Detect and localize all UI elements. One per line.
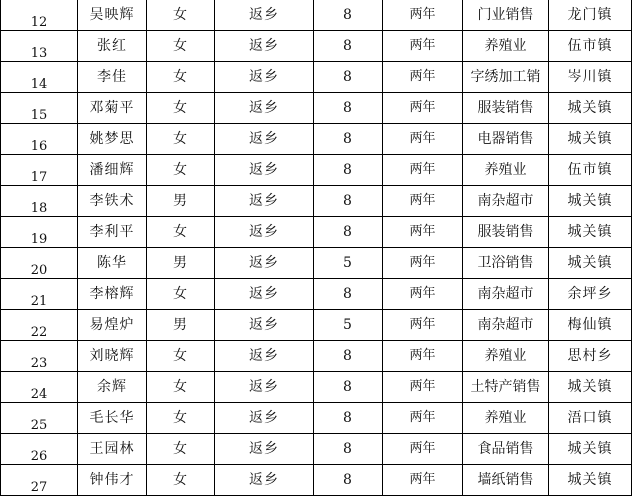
amount-cell: 8: [314, 31, 383, 62]
gender-cell: 男: [147, 248, 215, 279]
person-name-cell: 张红: [78, 31, 147, 62]
entrepreneur-type-cell: 返乡: [215, 0, 314, 31]
entrepreneur-type-cell: 返乡: [215, 217, 314, 248]
term-cell: 两年: [383, 434, 463, 465]
person-name-cell: 易煌炉: [78, 310, 147, 341]
person-name-cell: 吴映辉: [78, 0, 147, 31]
township-cell: 伍市镇: [549, 31, 632, 62]
gender-cell: 女: [147, 434, 215, 465]
township-cell: 城关镇: [549, 93, 632, 124]
entrepreneur-type-cell: 返乡: [215, 279, 314, 310]
table-row: [1, 372, 632, 403]
person-name-cell: 陈华: [78, 248, 147, 279]
row-number-text: 15: [30, 108, 48, 123]
table-row: [1, 124, 632, 155]
entrepreneur-type-cell: 返乡: [215, 372, 314, 403]
term-cell: 两年: [383, 248, 463, 279]
township-cell: 梅仙镇: [549, 310, 632, 341]
industry-cell: 土特产销售: [463, 372, 549, 403]
row-number-cell: [1, 465, 78, 496]
industry-cell: 墙纸销售: [463, 465, 549, 496]
row-number-text: 12: [30, 15, 48, 30]
table-row: [1, 248, 632, 279]
amount-cell: 8: [314, 93, 383, 124]
table-row: [1, 62, 632, 93]
person-name-cell: 毛长华: [78, 403, 147, 434]
gender-cell: 女: [147, 0, 215, 31]
township-cell: 浯口镇: [549, 403, 632, 434]
industry-cell: 养殖业: [463, 341, 549, 372]
row-number-text: 13: [30, 46, 48, 61]
amount-cell: 5: [314, 310, 383, 341]
person-name-cell: 李利平: [78, 217, 147, 248]
entrepreneur-type-cell: 返乡: [215, 341, 314, 372]
row-number-cell: [1, 310, 78, 341]
person-name-cell: 王园林: [78, 434, 147, 465]
amount-cell: 8: [314, 0, 383, 31]
entrepreneur-type-cell: 返乡: [215, 93, 314, 124]
table-row: [1, 217, 632, 248]
amount-cell: 8: [314, 372, 383, 403]
gender-cell: 女: [147, 93, 215, 124]
amount-cell: 8: [314, 403, 383, 434]
entrepreneur-type-cell: 返乡: [215, 310, 314, 341]
person-name-cell: 李榕辉: [78, 279, 147, 310]
person-name-cell: 李佳: [78, 62, 147, 93]
township-cell: 城关镇: [549, 124, 632, 155]
row-number-cell: [1, 93, 78, 124]
table-row: [1, 310, 632, 341]
township-cell: 城关镇: [549, 434, 632, 465]
row-number-text: 25: [30, 418, 48, 433]
table-row: [1, 0, 632, 31]
gender-cell: 女: [147, 403, 215, 434]
amount-cell: 8: [314, 155, 383, 186]
entrepreneur-type-cell: 返乡: [215, 403, 314, 434]
row-number-cell: [1, 124, 78, 155]
term-cell: 两年: [383, 310, 463, 341]
row-number-text: 20: [30, 263, 48, 278]
township-cell: 思村乡: [549, 341, 632, 372]
industry-cell: 字绣加工销: [463, 62, 549, 93]
gender-cell: 女: [147, 124, 215, 155]
term-cell: 两年: [383, 31, 463, 62]
row-number-text: 26: [30, 449, 48, 464]
township-cell: 城关镇: [549, 186, 632, 217]
term-cell: 两年: [383, 155, 463, 186]
amount-cell: 5: [314, 248, 383, 279]
person-name-cell: 李铁术: [78, 186, 147, 217]
row-number-cell: [1, 403, 78, 434]
amount-cell: 8: [314, 124, 383, 155]
amount-cell: 8: [314, 186, 383, 217]
term-cell: 两年: [383, 341, 463, 372]
gender-cell: 女: [147, 372, 215, 403]
row-number-text: 21: [30, 294, 48, 309]
term-cell: 两年: [383, 403, 463, 434]
industry-cell: 南杂超市: [463, 279, 549, 310]
gender-cell: 男: [147, 186, 215, 217]
term-cell: 两年: [383, 186, 463, 217]
table-row: [1, 155, 632, 186]
row-number-text: 19: [30, 232, 48, 247]
row-number-cell: [1, 31, 78, 62]
industry-cell: 养殖业: [463, 403, 549, 434]
amount-cell: 8: [314, 341, 383, 372]
gender-cell: 女: [147, 279, 215, 310]
row-number-text: 14: [30, 77, 48, 92]
row-number-cell: [1, 341, 78, 372]
industry-cell: 卫浴销售: [463, 248, 549, 279]
township-cell: 岑川镇: [549, 62, 632, 93]
township-cell: 城关镇: [549, 372, 632, 403]
township-cell: 余坪乡: [549, 279, 632, 310]
table-body: [1, 0, 632, 496]
table-row: [1, 434, 632, 465]
row-number-text: 16: [30, 139, 48, 154]
entrepreneur-type-cell: 返乡: [215, 434, 314, 465]
gender-cell: 女: [147, 31, 215, 62]
person-name-cell: 姚梦思: [78, 124, 147, 155]
term-cell: 两年: [383, 279, 463, 310]
industry-cell: 南杂超市: [463, 310, 549, 341]
township-cell: 城关镇: [549, 217, 632, 248]
table-row: [1, 31, 632, 62]
person-name-cell: 余辉: [78, 372, 147, 403]
entrepreneur-type-cell: 返乡: [215, 124, 314, 155]
township-cell: 伍市镇: [549, 155, 632, 186]
entrepreneur-type-cell: 返乡: [215, 155, 314, 186]
person-name-cell: 钟伟才: [78, 465, 147, 496]
township-cell: 城关镇: [549, 465, 632, 496]
term-cell: 两年: [383, 62, 463, 93]
row-number-cell: [1, 155, 78, 186]
gender-cell: 女: [147, 62, 215, 93]
entrepreneur-type-cell: 返乡: [215, 465, 314, 496]
gender-cell: 女: [147, 341, 215, 372]
row-number-text: 23: [30, 356, 48, 371]
person-name-cell: 潘细辉: [78, 155, 147, 186]
row-number-text: 17: [30, 170, 48, 185]
gender-cell: 男: [147, 310, 215, 341]
gender-cell: 女: [147, 217, 215, 248]
industry-cell: 服装销售: [463, 217, 549, 248]
industry-cell: 食品销售: [463, 434, 549, 465]
table-row: [1, 341, 632, 372]
township-cell: 城关镇: [549, 248, 632, 279]
entrepreneur-type-cell: 返乡: [215, 62, 314, 93]
table-row: [1, 186, 632, 217]
term-cell: 两年: [383, 465, 463, 496]
table-row: [1, 403, 632, 434]
amount-cell: 8: [314, 434, 383, 465]
industry-cell: 养殖业: [463, 155, 549, 186]
row-number-cell: [1, 217, 78, 248]
entrepreneur-type-cell: 返乡: [215, 248, 314, 279]
industry-cell: 服装销售: [463, 93, 549, 124]
term-cell: 两年: [383, 124, 463, 155]
row-number-cell: [1, 62, 78, 93]
industry-cell: 养殖业: [463, 31, 549, 62]
term-cell: 两年: [383, 0, 463, 31]
person-name-cell: 邓菊平: [78, 93, 147, 124]
row-number-cell: [1, 434, 78, 465]
row-number-cell: [1, 186, 78, 217]
row-number-text: 18: [30, 201, 48, 216]
term-cell: 两年: [383, 93, 463, 124]
gender-cell: 女: [147, 155, 215, 186]
row-number-cell: [1, 248, 78, 279]
row-number-cell: [1, 372, 78, 403]
table-row: [1, 93, 632, 124]
township-cell: 龙门镇: [549, 0, 632, 31]
table-row: [1, 279, 632, 310]
amount-cell: 8: [314, 465, 383, 496]
person-name-cell: 刘晓辉: [78, 341, 147, 372]
entrepreneur-type-cell: 返乡: [215, 186, 314, 217]
entrepreneur-type-cell: 返乡: [215, 31, 314, 62]
row-number-cell: [1, 0, 78, 31]
amount-cell: 8: [314, 279, 383, 310]
row-number-cell: [1, 279, 78, 310]
industry-cell: 电器销售: [463, 124, 549, 155]
amount-cell: 8: [314, 62, 383, 93]
row-number-text: 22: [30, 325, 48, 340]
table-row: [1, 465, 632, 496]
term-cell: 两年: [383, 217, 463, 248]
industry-cell: 南杂超市: [463, 186, 549, 217]
term-cell: 两年: [383, 372, 463, 403]
gender-cell: 女: [147, 465, 215, 496]
row-number-text: 27: [30, 480, 48, 495]
amount-cell: 8: [314, 217, 383, 248]
row-number-text: 24: [30, 387, 48, 402]
industry-cell: 门业销售: [463, 0, 549, 31]
